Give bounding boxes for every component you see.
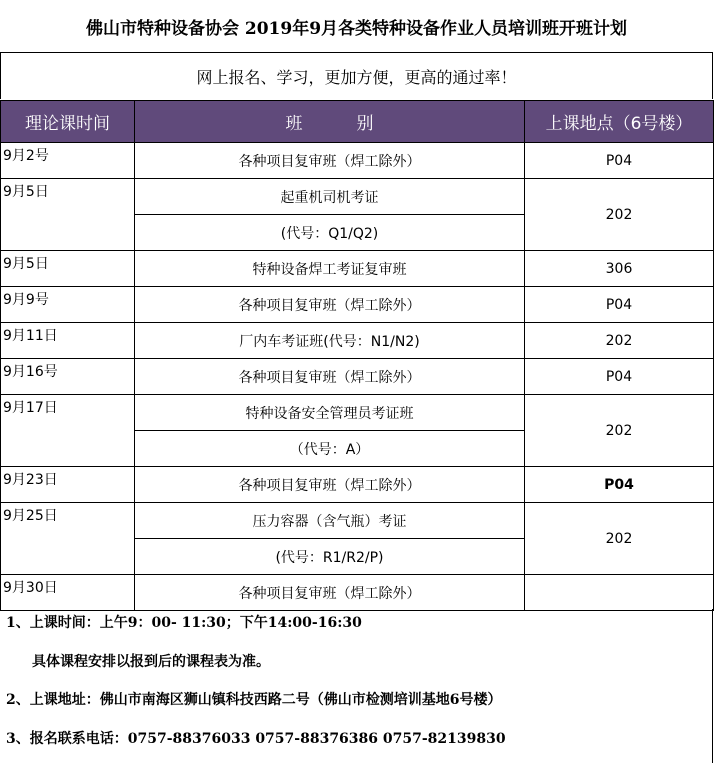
row-class: 各种项目复审班（焊工除外） [135, 575, 525, 611]
note-class-time: 1、上课时间：上午9：00- 11:30；下午14:00-16:30 [6, 615, 362, 631]
row-location: 202 [525, 395, 714, 467]
subtitle-slogan: 网上报名、学习，更加方便，更高的通过率！ [0, 53, 713, 99]
note-address: 2、上课地址：佛山市南海区狮山镇科技西路二号（佛山市检测培训基地6号楼） [6, 692, 502, 708]
row-location: 202 [525, 179, 714, 251]
right-border [712, 609, 713, 763]
row-location: 202 [525, 503, 714, 575]
row-location: P04 [525, 287, 714, 323]
row-date: 9月2号 [1, 143, 135, 179]
page-title: 佛山市特种设备协会 2019年9月各类特种设备作业人员培训班开班计划 [0, 0, 713, 53]
row-location: P04 [525, 359, 714, 395]
schedule-table [0, 100, 714, 611]
row-class: 各种项目复审班（焊工除外） [135, 467, 525, 503]
row-class: 起重机司机考证 [135, 179, 525, 215]
table-row [1, 359, 714, 395]
row-date: 9月17日 [1, 395, 135, 467]
table-row [1, 143, 714, 179]
header-location: 上课地点（6号楼） [525, 101, 714, 143]
note-schedule: 具体课程安排以报到后的课程表为准。 [32, 654, 270, 670]
row-class: 特种设备安全管理员考证班 [135, 395, 525, 431]
table-row [1, 323, 714, 359]
row-class-code: (代号：R1/R2/P) [135, 539, 525, 575]
row-location: P04 [525, 143, 714, 179]
table-row [1, 503, 714, 539]
row-date: 9月16号 [1, 359, 135, 395]
row-class: 厂内车考证班(代号：N1/N2) [135, 323, 525, 359]
row-location: 306 [525, 251, 714, 287]
row-class-code: （代号：A） [135, 431, 525, 467]
note-phone: 3、报名联系电话：0757-88376033 0757-88376386 0757-82139830 [6, 731, 506, 747]
table-row [1, 395, 714, 431]
table-header-row [1, 101, 714, 143]
table-row [1, 179, 714, 215]
row-date: 9月23日 [1, 467, 135, 503]
table-row [1, 467, 714, 503]
row-location: P04 [525, 467, 714, 503]
row-date: 9月11日 [1, 323, 135, 359]
table-row [1, 575, 714, 611]
header-class: 班 别 [135, 101, 525, 143]
row-class: 各种项目复审班（焊工除外） [135, 143, 525, 179]
header-time: 理论课时间 [1, 101, 135, 143]
row-class-code: (代号：Q1/Q2) [135, 215, 525, 251]
row-location [525, 575, 714, 611]
row-class: 压力容器（含气瓶）考证 [135, 503, 525, 539]
table-row [1, 251, 714, 287]
row-date: 9月30日 [1, 575, 135, 611]
row-date: 9月5日 [1, 251, 135, 287]
row-date: 9月9号 [1, 287, 135, 323]
row-date: 9月5日 [1, 179, 135, 251]
row-class: 各种项目复审班（焊工除外） [135, 287, 525, 323]
row-date: 9月25日 [1, 503, 135, 575]
row-location: 202 [525, 323, 714, 359]
row-class: 各种项目复审班（焊工除外） [135, 359, 525, 395]
table-row [1, 287, 714, 323]
row-class: 特种设备焊工考证复审班 [135, 251, 525, 287]
